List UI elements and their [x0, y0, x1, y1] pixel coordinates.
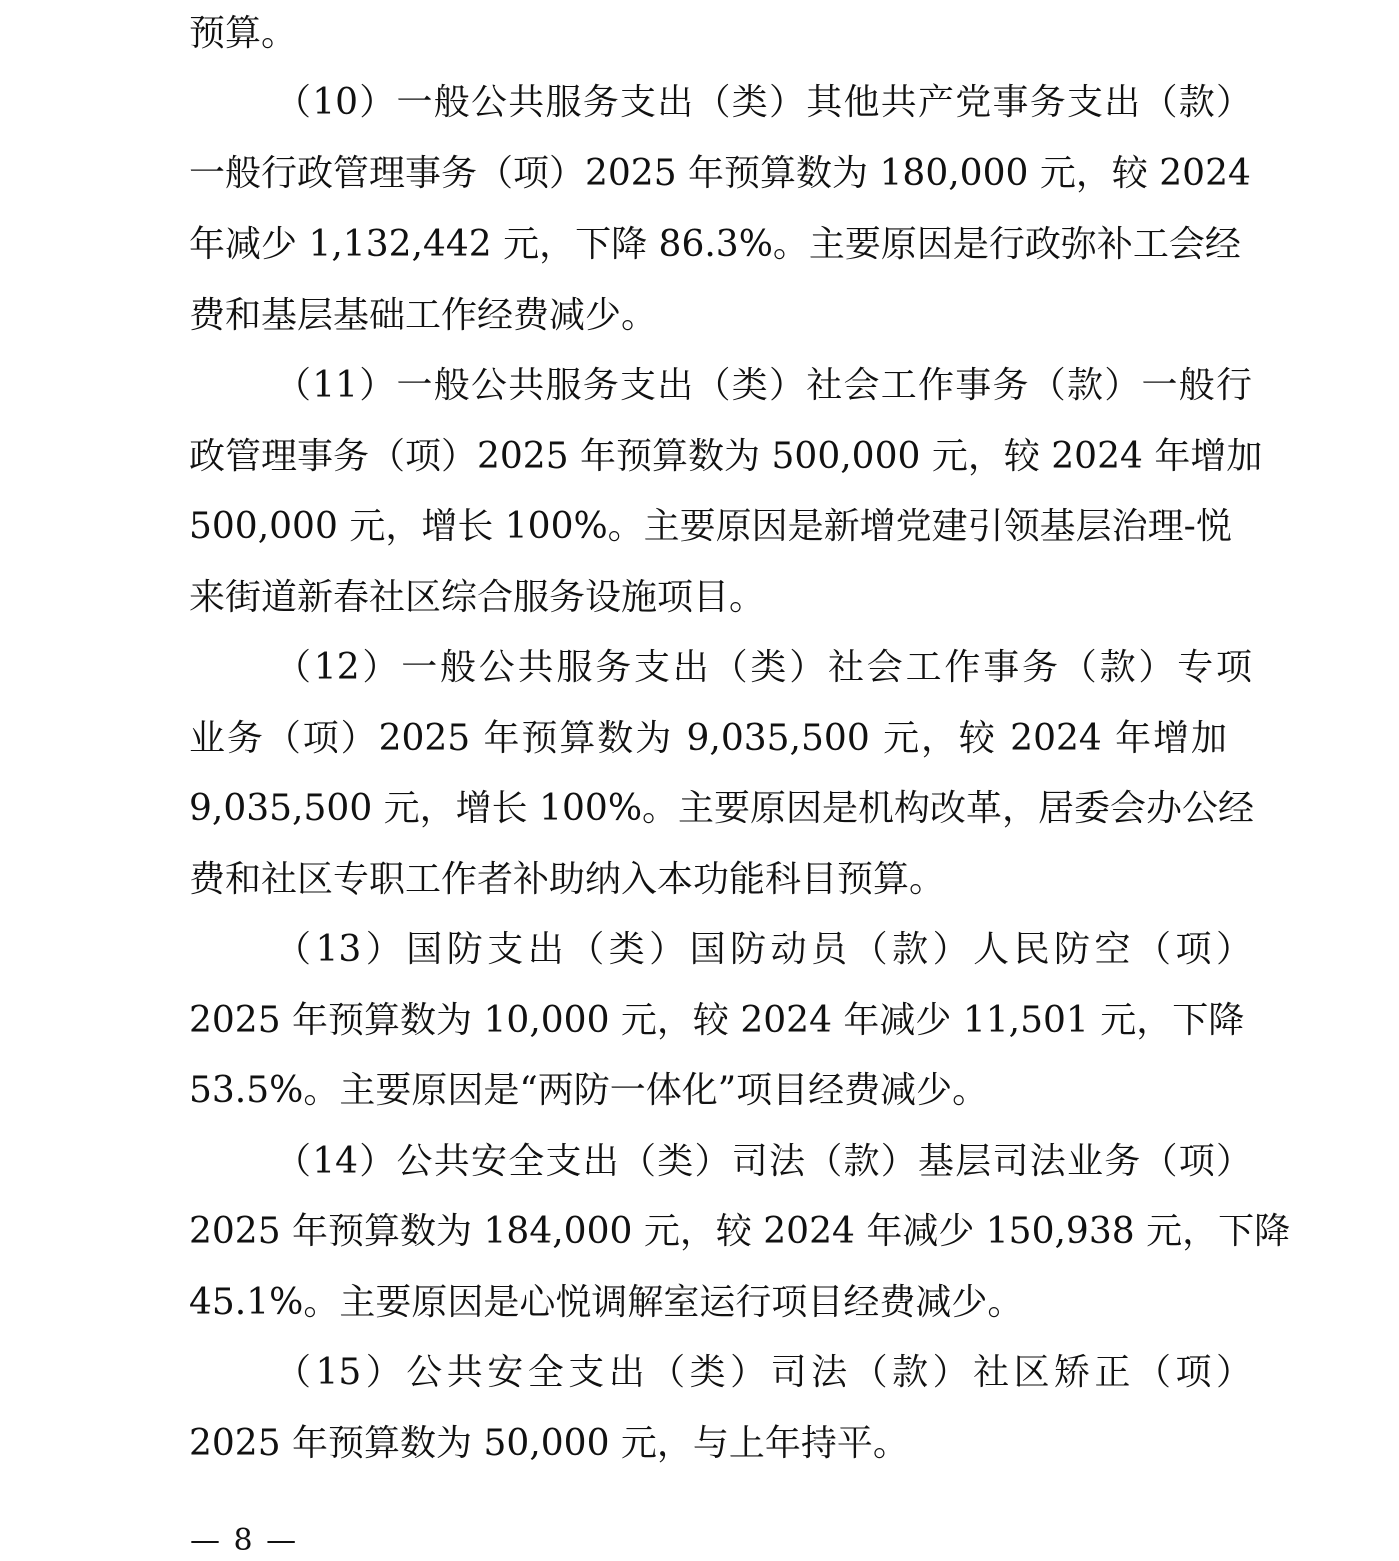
text-line: 500,000 元，增长 100%。主要原因是新增党建引领基层治理-悦	[189, 506, 1232, 547]
text-line: 来街道新春社区综合服务设施项目。	[189, 577, 766, 618]
text-line: 9,035,500 元，增长 100%。主要原因是机构改革，居委会办公经	[189, 788, 1255, 829]
text-line: 费和社区专职工作者补助纳入本功能科目预算。	[189, 859, 946, 900]
text-line: 2025 年预算数为 10,000 元，较 2024 年减少 11,501 元，下降	[189, 1000, 1245, 1041]
paragraph-12-line-1: （12）一般公共服务支出（类）社会工作事务（款）专项	[275, 647, 1252, 688]
paragraph-11-line-1: （11）一般公共服务支出（类）社会工作事务（款）一般行	[275, 365, 1252, 406]
text-line: 53.5%。主要原因是“两防一体化”项目经费减少。	[189, 1070, 989, 1111]
text-line: 45.1%。主要原因是心悦调解室运行项目经费减少。	[189, 1282, 1024, 1323]
text-line: 年减少 1,132,442 元，下降 86.3%。主要原因是行政弥补工会经	[189, 224, 1241, 265]
paragraph-13-line-1: （13）国防支出（类）国防动员（款）人民防空（项）	[275, 929, 1252, 970]
page-number: — 8 —	[190, 1523, 299, 1558]
paragraph-14-line-1: （14）公共安全支出（类）司法（款）基层司法业务（项）	[275, 1141, 1252, 1182]
paragraph-15-line-1: （15）公共安全支出（类）司法（款）社区矫正（项）	[275, 1352, 1252, 1393]
paragraph-10-line-1: （10）一般公共服务支出（类）其他共产党事务支出（款）	[275, 82, 1252, 123]
text-line: 政管理事务（项）2025 年预算数为 500,000 元，较 2024 年增加	[189, 436, 1263, 477]
text-line: 预算。	[189, 13, 298, 54]
text-line: 2025 年预算数为 50,000 元，与上年持平。	[189, 1423, 909, 1464]
text-line: 业务（项）2025 年预算数为 9,035,500 元，较 2024 年增加	[189, 718, 1227, 759]
text-line: 费和基层基础工作经费减少。	[189, 295, 658, 336]
text-line: 一般行政管理事务（项）2025 年预算数为 180,000 元，较 2024	[189, 153, 1251, 194]
text-line: 2025 年预算数为 184,000 元，较 2024 年减少 150,938 元，下降	[189, 1211, 1291, 1252]
